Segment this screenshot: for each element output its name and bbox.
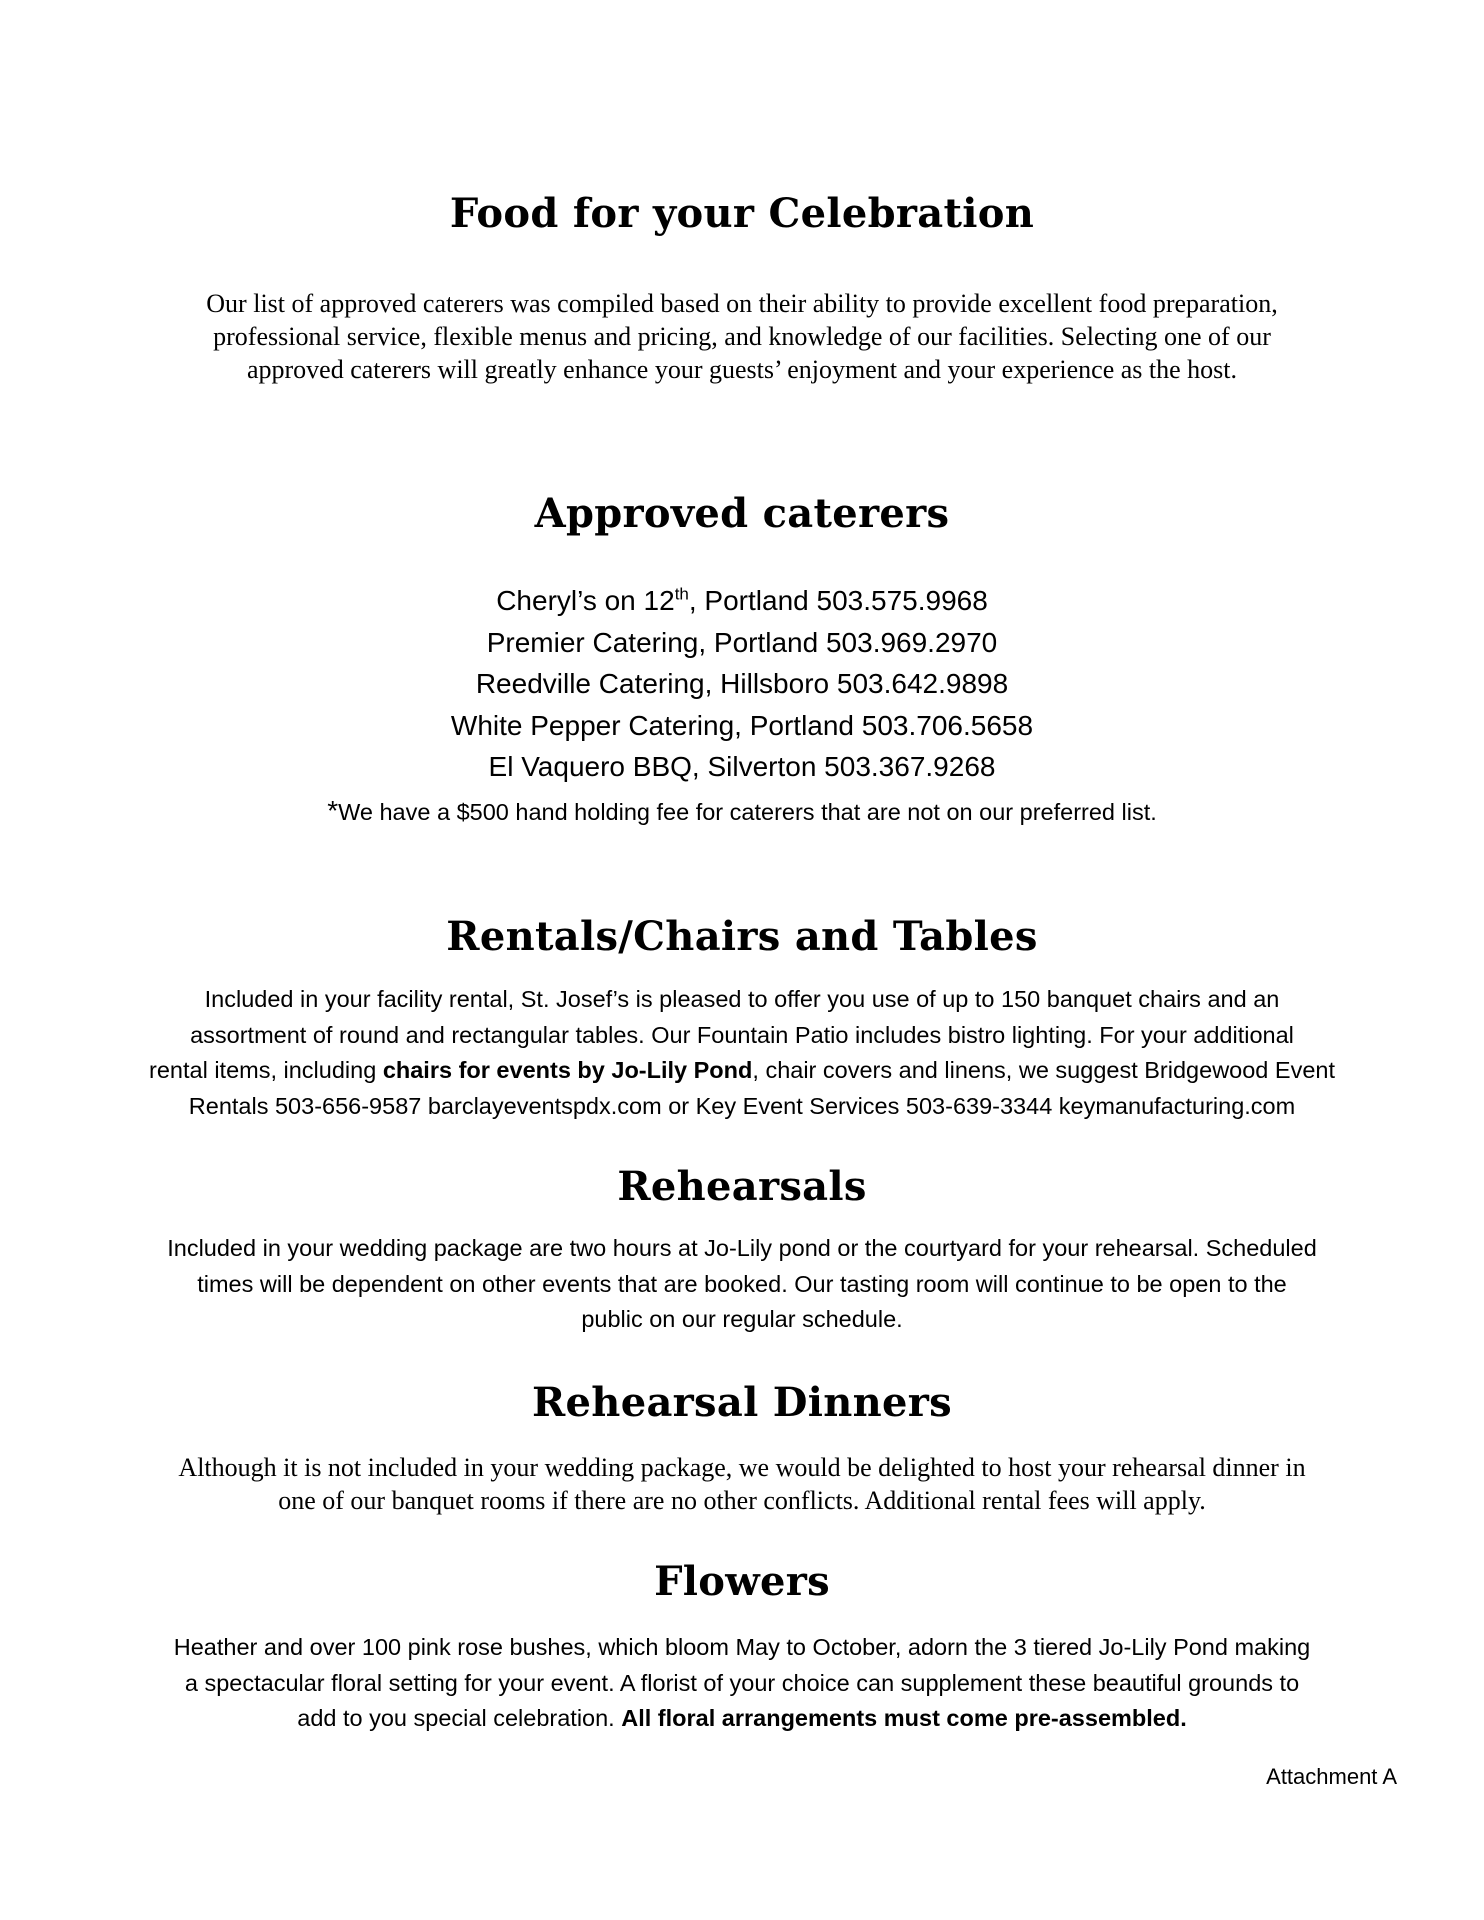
rehearsals-heading: Rehearsals — [617, 1163, 867, 1210]
caterer-item: Premier Catering, Portland 503.969.2970 — [486, 626, 998, 658]
caterer-item: Reedville Catering, Hillsboro 503.642.9898 — [475, 668, 1009, 699]
attachment-label: Attachment A — [1266, 1764, 1397, 1789]
rentals-line-3-pre: rental items, including — [149, 1057, 383, 1083]
rentals-line-4: Rentals 503-656-9587 barclayeventspdx.com or Key Event Services 503-639-3344 keymanufacturing.com — [188, 1092, 1296, 1119]
flowers-heading: Flowers — [654, 1558, 830, 1605]
rehearsal-dinners-line-1: Although it is not included in your wedding package, we would be delighted to host your rehearsal dinner in — [178, 1453, 1306, 1482]
food-line-1: Our list of approved caterers was compiled based on their ability to provide excellent food preparation, — [206, 289, 1278, 318]
rentals-paragraph — [80, 982, 1404, 1124]
rehearsals-line-2: times will be dependent on other events that are booked. Our tasting room will continue to be open to the — [197, 1270, 1287, 1297]
caterer-item — [0, 580, 1484, 622]
caterer-name: Cheryl’s on 12 — [496, 585, 675, 616]
rentals-line-3-post: , chair covers and linens, we suggest Bridgewood Event — [752, 1057, 1335, 1083]
caterer-item: El Vaquero BBQ, Silverton 503.367.9268 — [488, 751, 996, 782]
food-heading: Food for your Celebration — [449, 190, 1035, 237]
approved-caterers-heading: Approved caterers — [534, 490, 950, 537]
note-text: We have a $500 hand holding fee for caterers that are not on our preferred list. — [338, 799, 1157, 825]
flowers-line-2: a spectacular floral setting for your event. A florist of your choice can supplement these beautiful grounds to — [184, 1669, 1300, 1696]
rentals-line-1: Included in your facility rental, St. Josef’s is pleased to offer you use of up to 150 banquet chairs and an — [204, 986, 1280, 1012]
rentals-heading: Rentals/Chairs and Tables — [446, 913, 1038, 960]
rehearsal-dinners-line-2: one of our banquet rooms if there are no other conflicts. Additional rental fees will apply. — [278, 1486, 1206, 1515]
rehearsals-paragraph — [80, 1231, 1404, 1338]
food-paragraph — [110, 287, 1374, 386]
food-line-2: professional service, flexible menus and pricing, and knowledge of our facilities. Selecting one of our — [213, 322, 1271, 351]
rentals-line-3-bold: chairs for events by Jo-Lily Pond — [382, 1057, 753, 1083]
asterisk: * — [327, 795, 339, 826]
caterer-location-phone: , Portland 503.575.9968 — [688, 585, 988, 616]
caterer-superscript: th — [674, 584, 689, 604]
rehearsals-line-3: public on our regular schedule. — [581, 1306, 903, 1332]
flowers-line-3-pre: add to you special celebration. — [297, 1705, 622, 1731]
caterer-list — [0, 580, 1484, 788]
rehearsal-dinners-paragraph — [110, 1451, 1374, 1517]
flowers-paragraph — [80, 1630, 1404, 1737]
caterer-item: White Pepper Catering, Portland 503.706.5658 — [450, 709, 1034, 741]
rehearsal-dinners-heading: Rehearsal Dinners — [532, 1379, 952, 1426]
rentals-line-2: assortment of round and rectangular tables. Our Fountain Patio includes bistro lighting. For your additional — [190, 1021, 1294, 1048]
hand-holding-fee-note — [0, 795, 1484, 828]
rehearsals-line-1: Included in your wedding package are two hours at Jo-Lily pond or the courtyard for your rehearsal. Scheduled — [167, 1235, 1317, 1261]
flowers-line-3-bold: All floral arrangements must come pre-assembled. — [621, 1705, 1187, 1731]
food-line-3: approved caterers will greatly enhance your guests’ enjoyment and your experience as the host. — [246, 355, 1238, 384]
flowers-line-1: Heather and over 100 pink rose bushes, which bloom May to October, adorn the 3 tiered Jo-Lily Pond making — [173, 1634, 1311, 1660]
